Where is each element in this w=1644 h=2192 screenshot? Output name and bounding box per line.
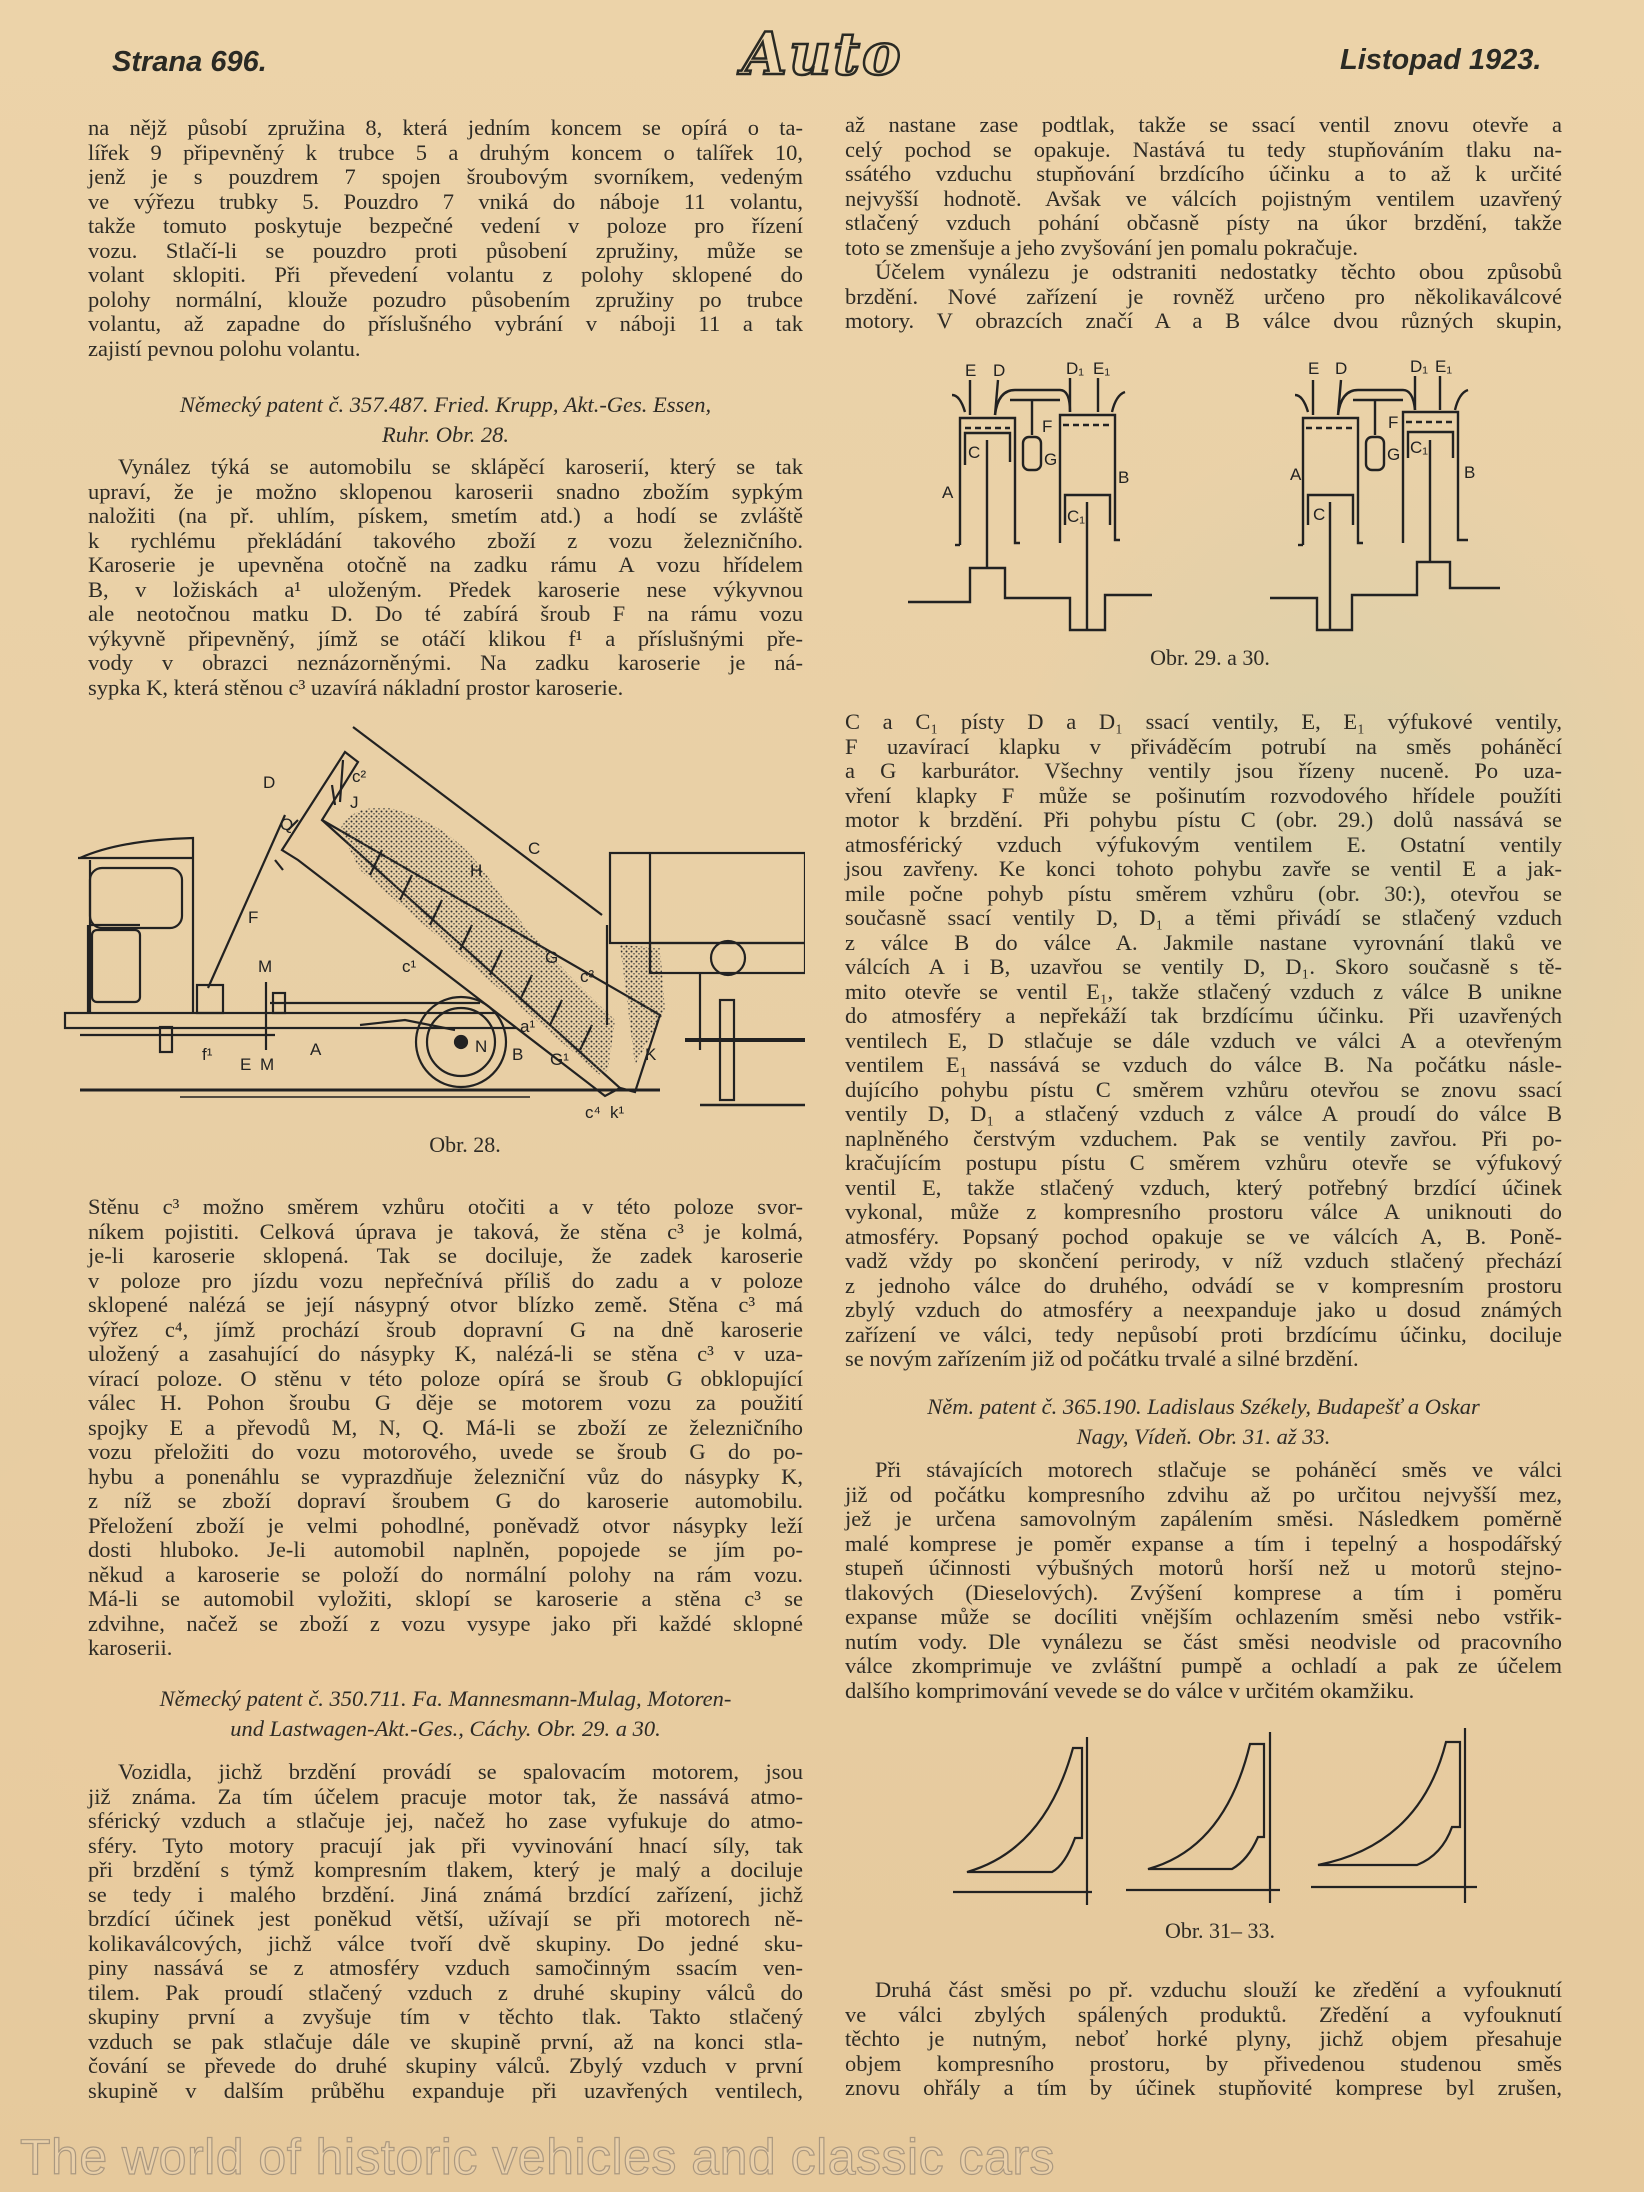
heading-line: Německý patent č. 350.711. Fa. Mannesmann-Mulag, Motoren- (159, 1686, 732, 1711)
label-c2: c² (352, 767, 367, 786)
text-line: již od počátku kompresního zdvihu až po určitou nejvyšší mez, (845, 1481, 1562, 1507)
label-G: G (1387, 445, 1401, 464)
text-line: Druhá část směsi po př. vzduchu slouží ke zředění a vyfouknutí (875, 1977, 1562, 2002)
label-A: A (942, 483, 954, 502)
label-J: J (350, 793, 359, 812)
text-line: atmosférický vzduch výfukovým ventilem E. Ostatní ventily (845, 831, 1562, 857)
text-line: sférický vzduch a stlačuje jej, načež ho zase vyfukuje do atmo- (88, 1808, 803, 1833)
label-K: K (645, 1045, 657, 1064)
text-line: se novým zařízením již od počátku trvalé a silné brzdění. (845, 1346, 1359, 1371)
figure-31-33-caption: Obr. 31– 33. (1165, 1918, 1275, 1943)
text-line: uložený a zasahující do násypky K, nalézá-li se stěna c³ v uza- (88, 1341, 803, 1366)
text-line: sypka K, která stěnou c³ uzavírá nákladní prostor karoserie. (88, 674, 624, 700)
label-A: A (1290, 465, 1302, 484)
label-F: F (1042, 417, 1053, 436)
text-line: tilem. Pak proudí stlačený vzduch z druhé skupiny válců do (88, 1979, 803, 2005)
text-line: těchto je nutným, neboť horké plyny, jichž objem přesahuje (845, 2026, 1562, 2051)
text-line: z níž se zboží dopraví šroubem G do karoserie automobilu. (88, 1488, 803, 1513)
text-line: ssátého vzduchu stupňování brzdícího účinku a to až k určité (845, 161, 1562, 186)
text-line: motor k brzdění. Při pohybu pístu C (obr. 29.) dolů nassává se (845, 807, 1562, 832)
label-k1: k¹ (610, 1103, 625, 1120)
label-C: C (528, 839, 541, 858)
text-line: čování se převede do druhé skupiny válců. Zbylý vzduch v první (88, 2053, 803, 2078)
text-line: kolikaválcových, jichž válce tvoří dvě skupiny. Do jedné sku- (88, 1930, 803, 1956)
watermark-tagline: The world of historic vehicles and classic cars (20, 2129, 1055, 2185)
text-block-steering (88, 116, 803, 361)
text-line: jež je určena samovolným zapálením směsi. Následkem poměrně (845, 1506, 1562, 1531)
heading-line: Ruhr. Obr. 28. (382, 422, 509, 447)
text-line: zajistí pevnou polohu volantu. (88, 335, 361, 361)
heading-line: Nagy, Vídeň. Obr. 31. až 33. (1076, 1424, 1331, 1449)
text-line: válec H. Pohon šroubu G děje se motorem vozu za použití (88, 1390, 803, 1415)
label-G: G (1044, 450, 1058, 469)
text-line: Karoserie je upevněna otočně na zadku rámu A vozu hřídelem (88, 552, 803, 577)
text-line: piny nassává se z atmosféry vzduch samočinným ssacím ven- (88, 1955, 803, 1980)
text-line: vadž vždy po skončení perirody, v níž vzduch stlačený přechází (845, 1248, 1562, 1273)
magazine-logo: Auto (742, 20, 903, 88)
text-line: Vozidla, jichž brzdění provádí se spalovacím motorem, jsou (118, 1759, 803, 1784)
text-line: brzdění. Nové zařízení je rovněž určeno pro několikaválcové (845, 283, 1562, 309)
label-D: D (263, 773, 276, 792)
label-G: G (545, 948, 559, 967)
text-line: v poloze pro jízdu vozu nepřečnívá příliš do zadu a v poloze (88, 1267, 803, 1293)
text-line: dosti hluboko. Je-li automobil naplněn, popojede se jím po- (88, 1537, 803, 1562)
text-line: až nastane zase podtlak, takže se ssací ventil znovu otevře a (845, 112, 1562, 137)
text-line: lířek 9 připevněný k trubce 5 a druhým koncem o talířek 10, (88, 139, 803, 165)
text-line: vykonal, může z kompresního prostoru válce A uniknouti do (845, 1199, 1562, 1224)
figure-28-tipper-truck (60, 720, 805, 1120)
text-line: naplněného čerstvým vzduchem. Pak se ventily zavřou. Při po- (845, 1125, 1562, 1151)
label-M-lower: M (260, 1055, 275, 1074)
text-line: sklopené nalézá se její násypný otvor blízko země. Stěna c³ má (88, 1292, 803, 1317)
text-line: mile počne pohyb pístu směrem vzhůru (obr. 30:), otevřou se (845, 880, 1562, 906)
text-line: celý pochod se opakuje. Nastává tu tedy stupňováním tlaku na- (845, 136, 1562, 162)
text-line: Stěnu c³ možno směrem vzhůru otočiti a v této poloze svor- (88, 1194, 803, 1219)
label-D: D (993, 361, 1006, 380)
heading-line: Německý patent č. 357.487. Fried. Krupp, Akt.-Ges. Essen, (179, 392, 712, 417)
text-line: jsou zavřeny. Ke konci tohoto pohybu zavře se ventil E a jak- (845, 856, 1562, 881)
text-line: takže tomuto poskytuje bezpečné vedení v poloze pro řízení (88, 213, 803, 238)
text-line: F uzavírací klapku v přiváděcím potrubí na směs poháněcí (845, 733, 1562, 759)
label-c1: c¹ (402, 957, 417, 976)
text-line: již známa. Za tím účelem pracuje motor tak, že nassává atmo- (88, 1783, 803, 1809)
label-C1: C₁ (1067, 507, 1086, 526)
text-line: motory. V obrazcích značí A a B válce dvou různých skupin, (845, 308, 1562, 333)
label-F: F (248, 908, 259, 927)
label-D1: D₁ (1410, 357, 1429, 376)
text-line: brzdící účinek jest poněkud větší, užívají se při motorech ně- (88, 1906, 803, 1931)
label-H: H (470, 861, 483, 880)
heading-line: und Lastwagen-Akt.-Ges., Cáchy. Obr. 29. a 30. (230, 1716, 661, 1741)
text-line: naložiti (na př. uhlím, pískem, smetím atd.) a hodí se zvláště (88, 503, 803, 528)
text-line: tlakových (Dieselových). Zvýšení komprese a tím i poměru (845, 1579, 1562, 1605)
text-line: vření klapky F může se pošinutím rozvodového hřídele použíti (845, 782, 1562, 808)
text-line: B, v ložiskách a¹ uloženým. Předek karoserie nese výkyvnou (88, 576, 803, 602)
text-line: válcích A i B, uzavřou se ventily D, D₁. Skoro současně s tě- (845, 954, 1562, 979)
text-line: stlačený vzduch pohání občasně písty na úkor brzdění, takže (845, 210, 1562, 235)
text-line: malé komprese je poměr expanse a tím i tepelný a hospodářský (845, 1530, 1562, 1556)
text-line: volantu, až zapadne do příslušného vybrání v náboji 11 a tak (88, 311, 803, 336)
text-line: volant sklopiti. Při převedení volantu z polohy sklopené do (88, 262, 803, 287)
text-line: je-li karoserie sklopená. Tak se dociluje, že zadek karoserie (88, 1243, 803, 1268)
label-B: B (1464, 463, 1476, 482)
label-E1: E₁ (1435, 357, 1453, 376)
text-line: Vynález týká se automobilu se sklápěcí karoserií, který se tak (118, 454, 803, 479)
label-C: C (968, 443, 981, 462)
text-line: ventily D, D₁ a stlačený vzduch z válce A proudí do válce B (845, 1101, 1562, 1126)
text-line: ventilem E₁ nassává se vzduch do válce B. Na počátku násle- (845, 1052, 1562, 1077)
text-line: kračujícím postupu pístu C směrem vzhůru otevře se výfukový (845, 1150, 1562, 1175)
heading-line: Něm. patent č. 365.190. Ladislaus Székely, Budapešť a Oskar (927, 1394, 1480, 1419)
label-N: N (475, 1037, 488, 1056)
text-line: vozu přeložiti do vozu motorového, uvede se šroub G do po- (88, 1439, 803, 1464)
text-line: ve válci zbylých spálených produktů. Zředění a vyfouknutí (845, 2001, 1562, 2027)
label-c3: c³ (580, 967, 595, 986)
text-line: vírací poloze. O stěnu v této poloze opírá se šroub G obklopující (88, 1365, 803, 1391)
text-block-mannesmann-intro (88, 1760, 803, 2103)
text-line: ve výřezu trubky 5. Pouzdro 7 vniká do náboje 11 volantu, (88, 188, 803, 214)
text-block-valves (845, 710, 1562, 1372)
text-line: objem kompresního prostoru, by přivedenou studenou směs (845, 2050, 1562, 2076)
text-line: Má-li se automobil vyložiti, sklopí se karoserie a stěna c³ se (88, 1586, 803, 1611)
text-line: znovu ohřály a tím by účinek stupňovité komprese byl zrušen, (845, 2075, 1562, 2100)
label-M: M (258, 957, 273, 976)
text-line: z válce B do válce A. Jakmile nastane vyrovnání tlaků ve (845, 929, 1562, 955)
label-C: C (1313, 505, 1326, 524)
text-line: skupině v dalším průběhu expanduje při uzavřených ventilech, (88, 2077, 803, 2103)
label-B: B (1118, 468, 1130, 487)
text-line: současně ssací ventily D, D₁ a těmi přivádí se stlačený vzduch (845, 905, 1562, 930)
label-B: B (512, 1045, 524, 1064)
text-line: expanse může se docíliti vnějším ochlazením směsi nebo vstřik- (845, 1604, 1562, 1629)
text-line: ale neotočnou matku D. Do té zabírá šroub F na rámu vozu (88, 601, 803, 626)
text-line: výkyvně připevněný, jímž se otáčí klikou f¹ a příslušnými pře- (88, 625, 803, 651)
text-line: spojky E a převodů M, N, Q. Má-li se zboží ze železničního (88, 1414, 803, 1440)
text-line: Přeložení zboží je velmi pohodlné, poněvadž otvor násypky leží (88, 1512, 803, 1538)
label-f1: f¹ (202, 1045, 213, 1064)
text-line: dujícího pohybu pístu C směrem vzhůru otevřou se znovu ssací (845, 1076, 1562, 1102)
label-c4: c⁴ (585, 1103, 601, 1120)
text-line: hybu a ponenáhlu se vyprazdňuje železniční vůz do násypky K, (88, 1463, 803, 1489)
text-line: níkem pojistiti. Celková úprava je taková, že stěna c³ je kolmá, (88, 1218, 803, 1244)
text-line: se tedy i malého brzdění. Jiná známá brzdící zařízení, jichž (88, 1881, 803, 1907)
text-line: výřez c⁴, jímž prochází šroub dopravní G na dně karoserie (88, 1316, 803, 1342)
text-line: do atmosféry a nepřekáží tak brzdícímu účinku. Při uzavřených (845, 1003, 1562, 1028)
label-D: D (1335, 359, 1348, 378)
text-block-krupp-intro (88, 455, 803, 700)
text-line: karoserii. (88, 1635, 173, 1660)
text-line: někud a karoserie se položí do normální polohy na rám vozu. (88, 1561, 803, 1587)
text-line: ventilech E, D stlačuje se dále vzduch ve válci A a otevřeným (845, 1027, 1562, 1053)
text-line: skupiny první a zvyšuje tím v těchto tlak. Takto stlačený (88, 2004, 803, 2029)
figure-29-30-engine-cylinders (830, 340, 1610, 650)
text-line: a G karburátor. Všechny ventily jsou řízeny nuceně. Po uza- (845, 758, 1562, 783)
text-line: stupeň účinnosti výbušných motorů horší než u motorů stejno- (845, 1555, 1562, 1580)
text-line: dalšího komprimování vevede se do válce v určitém okamžiku. (845, 1677, 1415, 1703)
text-line: vzduch se pak stlačuje dále ve skupině první, až na konci stla- (88, 2028, 803, 2054)
patent-heading-mannesmann (88, 1684, 803, 1744)
text-line: sféry. Tyto motory pracují jak při vyvinování hnací síly, tak (88, 1832, 803, 1858)
figure-29-30-caption: Obr. 29. a 30. (1150, 645, 1270, 670)
figure-28-caption: Obr. 28. (429, 1132, 501, 1157)
text-line: při brzdění s týmž kompresním tlakem, který je malý a dociluje (88, 1857, 803, 1882)
text-line: nejvyšší hodnotě. Avšak ve válcích pojistným ventilem uzavřený (845, 185, 1562, 211)
patent-heading-krupp (88, 390, 803, 450)
text-block-braking (845, 113, 1562, 334)
text-block-krupp-wall (88, 1195, 803, 1661)
label-E: E (965, 361, 977, 380)
text-line: ventil E, takže stlačený vzduch, který potřebný brzdící účinek (845, 1174, 1562, 1200)
patent-heading-szekely (845, 1392, 1562, 1452)
text-block-dilution (845, 1978, 1562, 2101)
label-C1: C₁ (1410, 438, 1429, 457)
label-A: A (310, 1040, 322, 1059)
page-number: Strana 696. (112, 46, 267, 78)
text-line: nutím vody. Dle vynálezu se část směsi neodvisle od pracovního (845, 1628, 1562, 1654)
text-line: toto se zmenšuje a jeho zvyšování jen pomalu pokračuje. (845, 234, 1358, 260)
text-line: zdvihne, načež se zboží z vozu vysype jako při každé sklopné (88, 1610, 803, 1636)
text-line: C a C₁ písty D a D₁ ssací ventily, E, E₁ výfukové ventily, (845, 709, 1562, 734)
text-line: mito otevře se ventil E₁, takže stlačený vzduch z válce B unikne (845, 978, 1562, 1004)
text-line: válce zkomprimuje ve zvláštní pumpě a ochladí a pak ze účelem (845, 1653, 1562, 1678)
label-F: F (1388, 413, 1399, 432)
text-line: vody v obrazci neznázorněnými. Na zadku karoserie je ná- (88, 650, 803, 675)
issue-date: Listopad 1923. (1340, 44, 1542, 76)
text-line: na nějž působí zpružina 8, která jedním koncem se opírá o ta- (88, 115, 803, 140)
text-line: vozu. Stlačí-li se pouzdro proti působení zpružiny, může se (88, 237, 803, 263)
label-D1: D₁ (1066, 359, 1085, 378)
text-line: zařízení ve válci, tedy nepůsobí proti brzdícímu účinku, dociluje (845, 1321, 1562, 1347)
text-line: zbylý vzduch do atmosféry a neexpanduje jako u dosud známých (845, 1297, 1562, 1322)
label-E1: E₁ (1093, 359, 1111, 378)
label-E: E (1308, 359, 1320, 378)
text-line: polohy normální, klouže pozudro působením zpružiny po trubce (88, 286, 803, 312)
text-line: jenž je s pouzdrem 7 spojen šroubovým svorníkem, vedeným (88, 164, 803, 189)
text-line: Účelem vynálezu je odstraniti nedostatky těchto obou způsobů (875, 259, 1562, 284)
figure-31-33-indicator-diagrams (830, 1720, 1644, 1920)
text-line: z jednoho válce do druhého, odvádí se v kompresním prostoru (845, 1272, 1562, 1298)
text-line: k rychlému překládání takového zboží z vozu železničního. (88, 527, 803, 553)
label-E: E (240, 1055, 252, 1074)
label-a1: a¹ (520, 1017, 536, 1036)
text-block-compression (845, 1458, 1562, 1703)
text-line: atmosféry. Popsaný pochod opakuje se ve válcích A, B. Poně- (845, 1223, 1562, 1249)
label-Q: Q (280, 815, 294, 834)
label-G1: G¹ (550, 1050, 569, 1069)
text-line: Při stávajících motorech stlačuje se poháněcí směs ve válci (875, 1457, 1562, 1482)
text-line: upraví, že je možno sklopenou karoserii snadno zbožím sypkým (88, 478, 803, 504)
